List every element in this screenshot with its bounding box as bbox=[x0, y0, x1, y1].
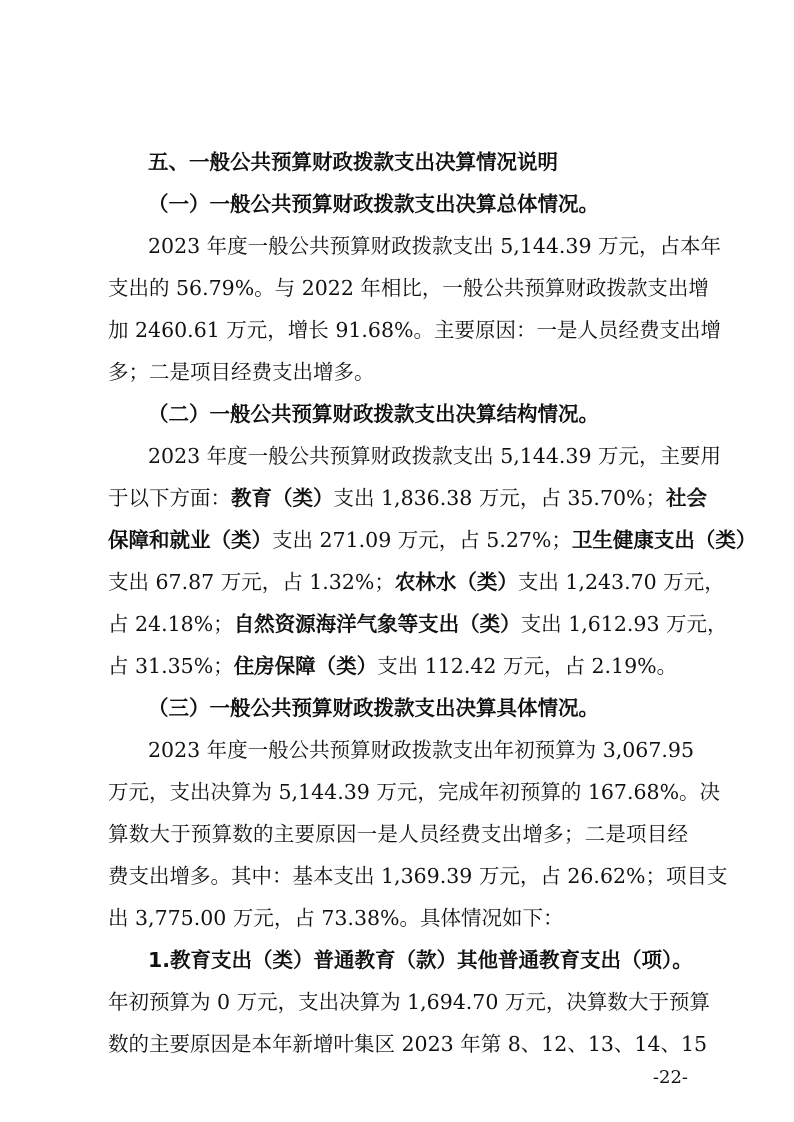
text-run: 占 24.18%； bbox=[108, 612, 234, 636]
paragraph-line: 支出的 56.79%。与 2022 年相比，一般公共预算财政拨款支出增 bbox=[108, 276, 709, 300]
text-run: 支出 1,836.38 万元，占 35.70%； bbox=[333, 486, 667, 510]
paragraph-line: 数的主要原因是本年新增叶集区 2023 年第 8、12、13、14、15 bbox=[108, 1032, 708, 1056]
paragraph-line: 加 2460.61 万元，增长 91.68%。主要原因：一是人员经费支出增 bbox=[108, 318, 721, 342]
subsection-title-3: （三）一般公共预算财政拨款支出决算具体情况。 bbox=[148, 696, 599, 720]
page-number: -22- bbox=[652, 1067, 688, 1088]
text-run: 支出 1,243.70 万元， bbox=[517, 570, 725, 594]
category-label: 住房保障（类） bbox=[233, 654, 378, 678]
text-run: 支出 112.42 万元，占 2.19%。 bbox=[377, 654, 678, 678]
subsection-title-1: （一）一般公共预算财政拨款支出决算总体情况。 bbox=[148, 192, 599, 216]
paragraph-line bbox=[108, 526, 757, 554]
category-label: 保障和就业（类） bbox=[108, 528, 272, 552]
text-run: 占 31.35%； bbox=[108, 654, 234, 678]
paragraph-line: 出 3,775.00 万元，占 73.38%。具体情况如下： bbox=[108, 906, 564, 930]
paragraph-line: 多；二是项目经费支出增多。 bbox=[108, 360, 375, 384]
paragraph-line bbox=[108, 610, 728, 638]
paragraph-line: 年初预算为 0 万元，支出决算为 1,694.70 万元，决算数大于预算 bbox=[108, 990, 710, 1014]
category-label: 社会 bbox=[666, 486, 708, 510]
text-run: 支出 1,612.93 万元， bbox=[520, 612, 728, 636]
category-label: 农林水（类） bbox=[394, 570, 518, 594]
paragraph-line: 算数大于预算数的主要原因一是人员经费支出增多；二是项目经 bbox=[108, 822, 688, 846]
category-label: 教育（类） bbox=[231, 486, 334, 510]
paragraph-line bbox=[108, 568, 725, 596]
item-title-1: 1.教育支出（类）普通教育（款）其他普通教育支出（项）。 bbox=[148, 948, 693, 972]
paragraph-line: 费支出增多。其中：基本支出 1,369.39 万元，占 26.62%；项目支 bbox=[108, 864, 728, 888]
text-run: 支出 271.09 万元，占 5.27%； bbox=[272, 528, 572, 552]
paragraph-line: 万元，支出决算为 5,144.39 万元，完成年初预算的 167.68%。决 bbox=[108, 780, 721, 804]
section-heading: 五、一般公共预算财政拨款支出决算情况说明 bbox=[148, 150, 558, 174]
paragraph-line: 2023 年度一般公共预算财政拨款支出年初预算为 3,067.95 bbox=[148, 738, 694, 762]
text-run: 支出 67.87 万元，占 1.32%； bbox=[108, 570, 395, 594]
paragraph-line bbox=[108, 484, 708, 512]
paragraph-line bbox=[108, 652, 688, 680]
subsection-title-2: （二）一般公共预算财政拨款支出决算结构情况。 bbox=[148, 402, 599, 426]
category-label: 自然资源海洋气象等支出（类） bbox=[233, 612, 521, 636]
text-run: 于以下方面： bbox=[108, 486, 231, 510]
paragraph-line: 2023 年度一般公共预算财政拨款支出 5,144.39 万元，占本年 bbox=[148, 234, 722, 258]
paragraph-line: 2023 年度一般公共预算财政拨款支出 5,144.39 万元，主要用 bbox=[148, 444, 722, 468]
category-label: 卫生健康支出（类） bbox=[571, 528, 757, 552]
